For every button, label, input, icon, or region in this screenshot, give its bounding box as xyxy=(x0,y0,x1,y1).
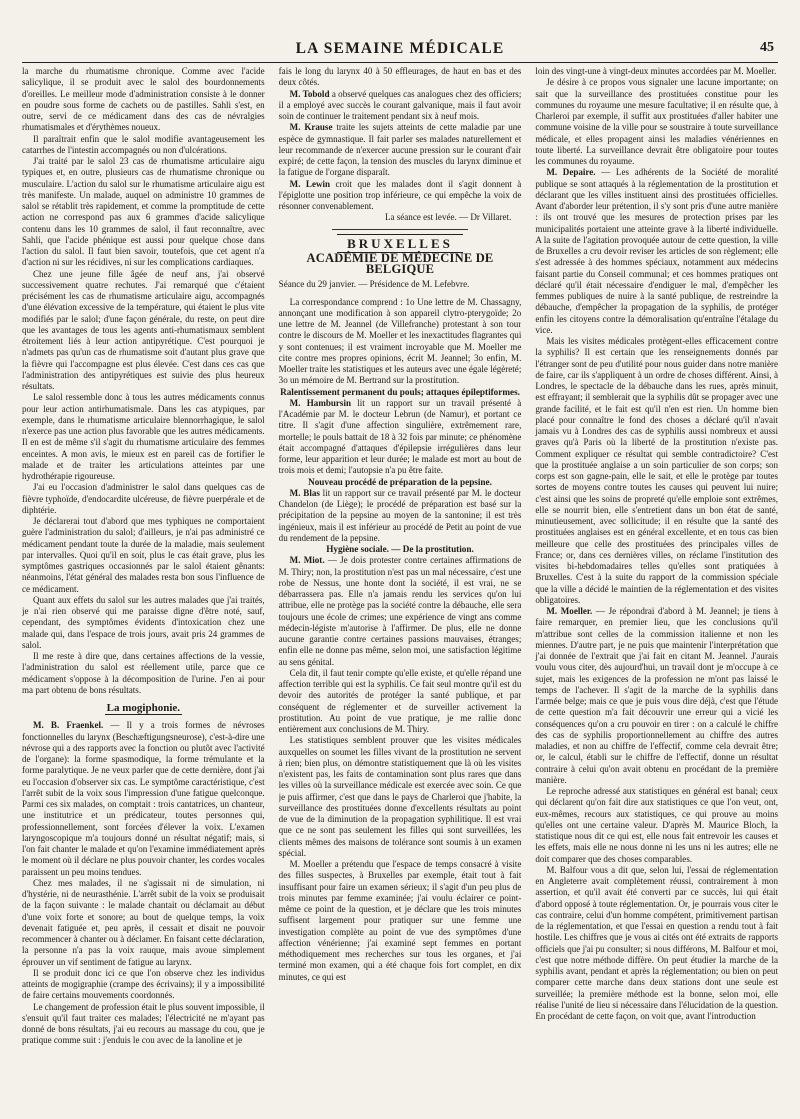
speaker-name: M. Miot. xyxy=(289,555,325,566)
journal-title: LA SEMAINE MÉDICALE xyxy=(295,40,505,57)
column-1 xyxy=(22,66,265,1111)
paragraph: la marche du rhumatisme chronique. Comme avec l'acide salicylique, il se produit avec le salol des bourdonnements d'oreilles. Le meilleur mode d'administration consiste à le donner en poudre sous forme de cachets ou de pastilles. Sahli s'est, en outre, servi de ce médicament dans des cas de névralgies rhumatismales et d'érythèmes noueux. xyxy=(22,66,265,133)
paragraph xyxy=(279,555,522,668)
paragraph: M. Moeller a prétendu que l'espace de temps consacré à visite des filles suspectes, à Bruxelles par exemple, était tout à fait insuffisant pour faire un examen sérieux; il s'agit d'un peu plus de trois minutes par femme examinée; j'ai voulu éclairer ce point-même ce point de la question, et je déclare que les trois minutes suffisent largement pour pratiquer sur une femme une investigation complète au point de vue des symptômes d'une affection vénérienne; j'ai examiné sept femmes en portant méthodiquement mes recherches sur tous les organes, et j'ai terminé mon examen, qui a été chaque fois fort complet, en dix minutes, ce qui est xyxy=(278,859,522,982)
paragraph: Il paraîtrait enfin que le salol modifie avantageusement les catarrhes de l'intestin accompagnés ou non d'ulcérations. xyxy=(22,133,265,155)
speaker-name: M. Krause xyxy=(289,122,333,133)
paragraph-text: — Les adhérents de la Société de moralité publique se sont attaqués à la réglementation de la prostitution et déclarant que les villes instituent ainsi des prostituées officielles. Avant d'aborder leur prétention, il s'y sont pris d'une autre manière : ils ont trouvé que les mesures de protection prises par les municipalités portaient une atteinte grave à la liberté individuelle. A la suite de l'agitation provoquée autour de cette question, la ville de Bruxelles a cru devoir reviser les articles de son règlement; elle s'est adressée à des hommes spéciaux, notamment aux médecins faisant partie du Conseil communal; et ces hommes pratiques ont déclaré qu'il était nécessaire d'endiguer le mal, d'empêcher les femmes publiques de nuire à la santé publique, de restreindre la débauche, d'empêcher la propagation de la syphilis, de protéger enfin les citoyens contre la démoralisation qu'entraîne l'étalage du vice. xyxy=(535,167,779,335)
paragraph: Il me reste à dire que, dans certaines affections de la vessie, l'administration du salol est réellement utile, parce que ce médicament s'oppose à la décomposition de l'urine. J'en ai pour ma part obtenu de bons résultats. xyxy=(22,651,265,695)
paragraph-text: croit que les malades dont il s'agit donnent à l'épiglotte une position trop inférieure, ce qui empêche la voix de résonner convenablement. xyxy=(278,178,522,211)
speaker-name: M. B. Fraenkel. xyxy=(33,720,104,731)
paragraph: M. Balfour vous a dit que, selon lui, l'essai de réglementation en Angleterre avait complètement réussi, contrairement à mon assertion, et qu'il avait été converti par ce succès, lui qui était d'abord opposé à toute réglementation. Or, je pourrais vous citer le cas contraire, celui d'un homme compétent, primitivement partisan de la réglementation, et que l'essai en question a rendu tout à fait hostile. Les chiffres que je vous ai cités ont été extraits de rapports officiels que j'ai pu consulter; si nous différons, M. Balfour et moi, c'est que notre méthode diffère. On peut étudier la marche de la syphilis avant, pendant et après la réglementation; ou bien on peut comparer cette marche dans deux stations dont une seule est surveillée; la première méthode est la bonne, selon moi, elle réalise l'unité de lieu si nécessaire dans l'élucidation de la question. En procédant de cette façon, on voit que, avant l'introduction xyxy=(535,864,779,1021)
paragraph-text: lit un rapport sur ce travail présenté par M. le docteur Chandelon (de Liège); le procédé de préparation est basé sur la précipitation de la pepsine au moyen de la santonine; il est très ingénieux, mais il est inférieur au procédé de Petit au point de vue du rendement de la pepsine. xyxy=(278,487,522,543)
paragraph: Cela dit, il faut tenir compte qu'elle existe, et qu'elle répand une affection terrible qui est la syphilis. Ce fait seul montre qu'il est du devoir des autorités de protéger la santé publique, et par conséquent de réglementer et de surveiller activement la prostitution. Au point de vue pratique, je me rallie donc entièrement aux conclusions de M. Thiry. xyxy=(278,667,522,734)
paragraph-text: traite les sujets atteints de cette maladie par une espèce de gymnastique. Il fait parler ses malades naturellement et leur recommande de n'exercer aucune pression sur le courant d'air expiré; de cette façon, la tension des muscles du larynx diminue et la fatigue de l'organe disparaît. xyxy=(278,122,522,178)
speaker-name: M. Moeller. xyxy=(546,606,593,616)
subheading: Nouveau procédé de préparation de la pepsine. xyxy=(308,476,492,487)
speaker-name: M. Hambursin xyxy=(289,397,351,408)
speaker-name: M. Tobold xyxy=(289,88,330,99)
paragraph xyxy=(279,122,522,178)
paragraph: Chez une jeune fille âgée de neuf ans, j'ai observé successivement quatre rechutes. J'ai remarqué que c'étaient précisément les cas de rhumatisme articulaire aigu, accompagnés d'une élévation excessive de la température, qui étaient le plus vite modifiés par le salol; d'une façon générale, du reste, on peut dire que les avantages de tous les agents anti-rhumatismaux semblent étroitement liés à leur action antipyrétique. C'est pourquoi je n'admets pas qu'un cas de rhumatisme soit d'autant plus grave que la fièvre qui l'accompagne est plus élevée. C'est dans ces cas que l'administration des antipyrétiques est suivie des plus heureux résultats. xyxy=(22,268,265,391)
section-heading xyxy=(22,703,265,714)
paragraph-text: a observé quelques cas analogues chez des officiers; il a employé avec succès le courant galvanique, mais il faut avoir soin de continuer le traitement pendant six à neuf mois. xyxy=(278,88,522,121)
paragraph xyxy=(279,89,522,123)
column-3 xyxy=(535,66,778,1111)
speaker-name: M. Blas xyxy=(289,487,320,498)
page-header xyxy=(22,36,778,63)
paragraph: Chez mes malades, il ne s'agissait ni de simulation, ni d'hystérie, ni de neurasthénie. L'arrêt subit de la voix se produisait de la façon suivante : le malade chantait ou déclamait au début d'une voix forte et sonore; au bout de quelque temps, la voix devenait fatiguée et, peu après, il cessait et disait ne pouvoir recommencer à chanter ou à déclamer. En faisant cette déclaration, la personne n'a pas la voix rauque, mais avoue simplement éprouver un vif sentiment de fatigue au larynx. xyxy=(22,877,265,967)
paragraph-text: lit un rapport sur un travail présenté à l'Académie par M. le docteur Lebrun (de Namur), et portant ce titre. Il s'agit d'une affection singulière, extrêmement rare, mortelle; le pouls battait de 18 à 32 fois par minute; ce phénomène était accompagné d'attaques d'épilepsie irrégulières dans leur forme, leur apparition et leur durée; le malade est mort au bout de trois mois et demi; l'autopsie n'a pu être faite. xyxy=(278,397,522,476)
divider xyxy=(332,229,468,230)
column-2 xyxy=(279,66,522,1111)
paragraph xyxy=(535,606,778,786)
paragraph: Le reproche adressé aux statistiques en général est banal; ceux qui déclarent qu'on fait dire aux statistiques ce que l'on veut, ont, eux-mêmes, recours aux statistiques, ce qui prouve au moins qu'elles ont une certaine valeur. D'après M. Maurice Bloch, la statistique nous dit ce qui est, elle nous fait entrevoir les causes et les effets, mais elle ne nous donne ni les uns ni les autres; elle ne doit comparer que des choses comparables. xyxy=(535,786,779,864)
paragraph: Quant aux effets du salol sur les autres malades que j'ai traités, je n'ai rien observé qui me paraisse digne d'être noté, sauf, cependant, des symptômes évidents d'intoxication chez une malade qui, dans l'espace de trois jours, avait pris 24 grammes de salol. xyxy=(22,594,265,650)
academy-heading: ACADÉMIE DE MÉDECINE DE BELGIQUE xyxy=(306,250,494,276)
paragraph: J'ai eu l'occasion d'administrer le salol dans quelques cas de fièvre typhoïde, d'endocardite ulcéreuse, de fièvre puerpérale et de diphtérie. xyxy=(22,482,265,515)
signature-line: La séance est levée. — Dr Villaret. xyxy=(384,212,512,223)
paragraph xyxy=(535,167,778,336)
page-number: 45 xyxy=(760,40,774,55)
paragraph: Il se produit donc ici ce que l'on observe chez les individus atteints de mogigraphie (crampe des écrivains); il y a impossibilité de faire certains mouvements coordonnés. xyxy=(22,967,265,1001)
paragraph: La correspondance comprend : 1o Une lettre de M. Chassagny, annonçant une modification à son appareil clytro-pterygoïde; 2o une lettre de M. Jeannel (de Villefranche) protestant à son tour contre le discours de M. Moeller et les inexactitudes flagrantes qui y sont contenues; il est vraiment incroyable que M. Moeller me cite contre mes propres opinions, écrit M. Jeannel; 3o enfin, M. Moeller traite les statistiques et les auteurs avec une égale légèreté; 3o un mémoire de M. Bertrand sur la prostitution. xyxy=(278,296,522,386)
paragraph-text: — Je dois protester contre certaines affirmations de M. Thiry; non, la prostitution n'est pas un mal nécessaire, c'est une robe de Nessus, une honte dont la société, il est vrai, ne se débarrassera pas. Elle n'a jamais rendu les services qu'on lui attribue, elle ne protège pas la société contre la débauche, elle sera toujours une école de crimes; une expérience de vingt ans comme médecin-légiste m'autorise à l'affirmer. De plus, elle ne donne aucune garantie contre certaines passions mauvaises, étranges; enfin elle ne donne pas même, selon moi, une satisfaction légitime au sens génital. xyxy=(278,555,522,667)
paragraph-text: — Il y a trois formes de névroses fonctionnelles du larynx (Beschæftigungsneurose), c'est-à-dire une névrose qui a des rapports avec la fonction ou plutôt avec l'activité de l'organe): la forme spasmodique, la forme trémulante et la forme paralytique. Je ne veux parler que de cette dernière, dont j'ai eu l'occasion d'observer six cas. Le symptôme caractéristique, c'est l'arrêt subit de la voix sous l'impression d'une fatigue quelconque. Parmi ces six malades, on comptait : trois cantatrices, un chanteur, une institutrice et un prédicateur, toutes personnes qui, professionnellement, sont forcées d'élever la voix. L'examen laryngoscopique m'a toujours donné un résultat négatif; mais, si l'on fait chanter le malade et qu'on l'examine immédiatement après le moment où il déclare ne plus pouvoir chanter, les cordes vocales paraissent un peu moins tendues. xyxy=(22,720,265,877)
paragraph: Je désire à ce propos vous signaler une lacune importante; on sait que la surveillance des prostituées constitue pour les communes du royaume une mesure facultative; il en résulte que, à Charleroi par exemple, il suffit aux prostituées d'aller habiter une commune voisine de la ville pour se soustraire à toute surveillance médicale, et elles propagent ainsi les maladies vénériennes en toute liberté. La surveillance devrait être obligatoire pour toutes les communes du royaume. xyxy=(535,77,779,166)
paragraph xyxy=(22,720,265,878)
subheading: Hygiène sociale. — De la prostitution. xyxy=(326,544,474,554)
paragraph: Je déclarerai tout d'abord que mes typhiques ne comportaient guère l'administration du salol; d'ailleurs, je n'ai pas administré ce médicament pendant toute la durée de la maladie, mais seulement par intervalles. Quoi qu'il en soit, plus le cas était grave, plus les symptômes gastriques occasionnés par le salol étaient gênants: néanmoins, l'état général des malades resta bon sous l'influence de ce médicament. xyxy=(22,516,265,594)
paragraph xyxy=(279,488,522,544)
paragraph: fais le long du larynx 40 à 50 effleurages, de haut en bas et des deux côtés. xyxy=(278,66,522,88)
paragraph xyxy=(279,398,522,477)
paragraph: loin des vingt-une à vingt-deux minutes accordées par M. Moeller. xyxy=(535,66,777,76)
subheading: Ralentissement permanent du pouls; attaques épileptiformes. xyxy=(280,386,520,397)
paragraph: Mais les visites médicales protègent-elles efficacement contre la syphilis? Il est certain que les renseignements donnés par l'étranger sont de peu d'utilité pour nous guider dans notre manière de faire, car ils s'appliquent à un ordre de choses différent. Ainsi, à Londres, le spectacle de la débauche dans les rues, après minuit, est effrayant; il semblerait que la syphilis dût se propager avec une grande facilité, et le fait est qu'il n'en est rien. Un homme bien placé pour connaître le fond des choses a déclaré qu'il n'avait jamais vu à Londres des cas de syphilis aussi nombreux et aussi graves qu'à Paris où la liberté de la prostitution n'existe pas. Comment expliquer ce résultat qui semble contradictoire? C'est que la prostituée anglaise a un soin particulier de son corps; son corps est son gagne-pain, elle le sait, et elle le protège par toutes sortes de moyens contre toutes les causes qui peuvent lui nuire; c'est ainsi que les soins de propreté qu'elle emploie sont extrêmes, elle se nourrit bien, elle s'entretient dans un bon état de santé, minutieusement, avec sollicitude; il en résulte que la santé des prostituées anglaises est en général excellente, et en tous cas bien meilleure que celle des prostituées des principales villes de France; or, dans ces dernières villes, on réclame l'institution des visites bi-hebdomadaires telles qu'elles sont pratiquées à Bruxelles. C'est à la suite du rapport de la commission spéciale que la ville a décidé le maintien de la réglementation et des visites obligatoires. xyxy=(535,336,779,605)
paragraph: Le changement de profession était le plus souvent impossible, il s'ensuit qu'il faut traiter ces malades; l'électricité ne m'ayant pas donné de bons résultats, j'ai eu recours au massage du cou, que je pratique comme suit : j'enduis le cou avec de la lanoline et je xyxy=(22,1001,265,1046)
speaker-name: M. Depaire. xyxy=(546,167,596,178)
city-heading xyxy=(279,235,522,251)
text-columns xyxy=(22,66,778,1111)
speaker-name: M. Lewin xyxy=(289,178,331,189)
city-heading-text: BRUXELLES xyxy=(337,234,463,253)
paragraph: J'ai traité par le salol 23 cas de rhumatisme articulaire aigu typiques et, en outre, plusieurs cas de rhumatisme chronique ou musculaire. L'action du salol sur le rhumatisme articulaire aigu est très manifeste. Un malade, auquel on administre 10 grammes de salol se rétablit très rapidement, et comme la promptitude de cette action ne correspond pas aux 6 grammes d'acide salicylique contenu dans les 10 grammes de salol, il faut reconnaître, avec Sahli, que l'acide phénique est aussi pour quelque chose dans l'action du salol. Il faut bien savoir, toutefois, que cet agent n'a d'action ni sur les récidives, ni sur les complications cardiaques. xyxy=(22,156,265,268)
session-line: Séance du 29 janvier. — Présidence de M. Lefebvre. xyxy=(278,279,470,290)
section-heading-text: La mogiphonie. xyxy=(106,702,181,714)
paragraph-text: — Je répondrai d'abord à M. Jeannel; je tiens à faire remarquer, en premier lieu, que les conclusions qu'il m'attribue sont celles de la commission italienne et non les miennes. D'autre part, je ne puis que maintenir l'interprétation que j'ai donnée de l'extrait que j'ai fait en citant M. Jeannel. J'aurais voulu vous citer, dès aujourd'hui, un travail dont je m'occupe à ce sujet, mais les exigences de la profession ne m'ont pas laissé le temps de l'achever. Il s'agit de la marche de la syphilis dans l'armée belge; mais ce que je puis vous dire déjà, c'est que l'étude de cette question m'a fait découvrir une erreur qui a vicié les conséquences qu'on a cru pouvoir en tirer : on a calculé le chiffre des cas de syphilis proportionnellement au chiffre des autres maladies, et non au chiffre de l'effectif, comme cela devrait être; or, le calcul, établi sur le chiffre de l'effectif, donne un résultat contraire à celui qu'on avait obtenu en procédant de la première manière. xyxy=(535,606,779,785)
paragraph xyxy=(279,179,522,213)
paragraph: Le salol ressemble donc à tous les autres médicaments connus pour leur action antirhumatismale. Dans les cas atypiques, par exemple, dans le rhumatisme articulaire blennorrhagique, le salol n'exerce pas une action plus favorable que les autres médicaments. Il en est de même s'il s'agit du rhumatisme articulaire des femmes enceintes. A mon avis, le mieux est en pareil cas de fortifier le malade et de traiter les articulations atteintes par une hydrothérapie rigoureuse. xyxy=(22,392,265,481)
paragraph: Les statistiques semblent prouver que les visites médicales auxquelles on soumet les filles vivant de la prostitution ne servent à rien; bien plus, on démontre statistiquement que là où les visites n'existent pas, les faits de contamination sont plus rares que dans les villes où la surveillance médicale est exercée avec soin. Ce que je puis affirmer, c'est que dans le pays de Charleroi que j'habite, la surveillance des prostituées donne d'excellents résultats au point de vue de la diminution de la propagation syphilitique. Il est vrai que ce ne sont pas seulement les filles qui sont surveillées, les clients mêmes des maisons de tolérance sont soumis à un examen spécial. xyxy=(278,735,522,858)
